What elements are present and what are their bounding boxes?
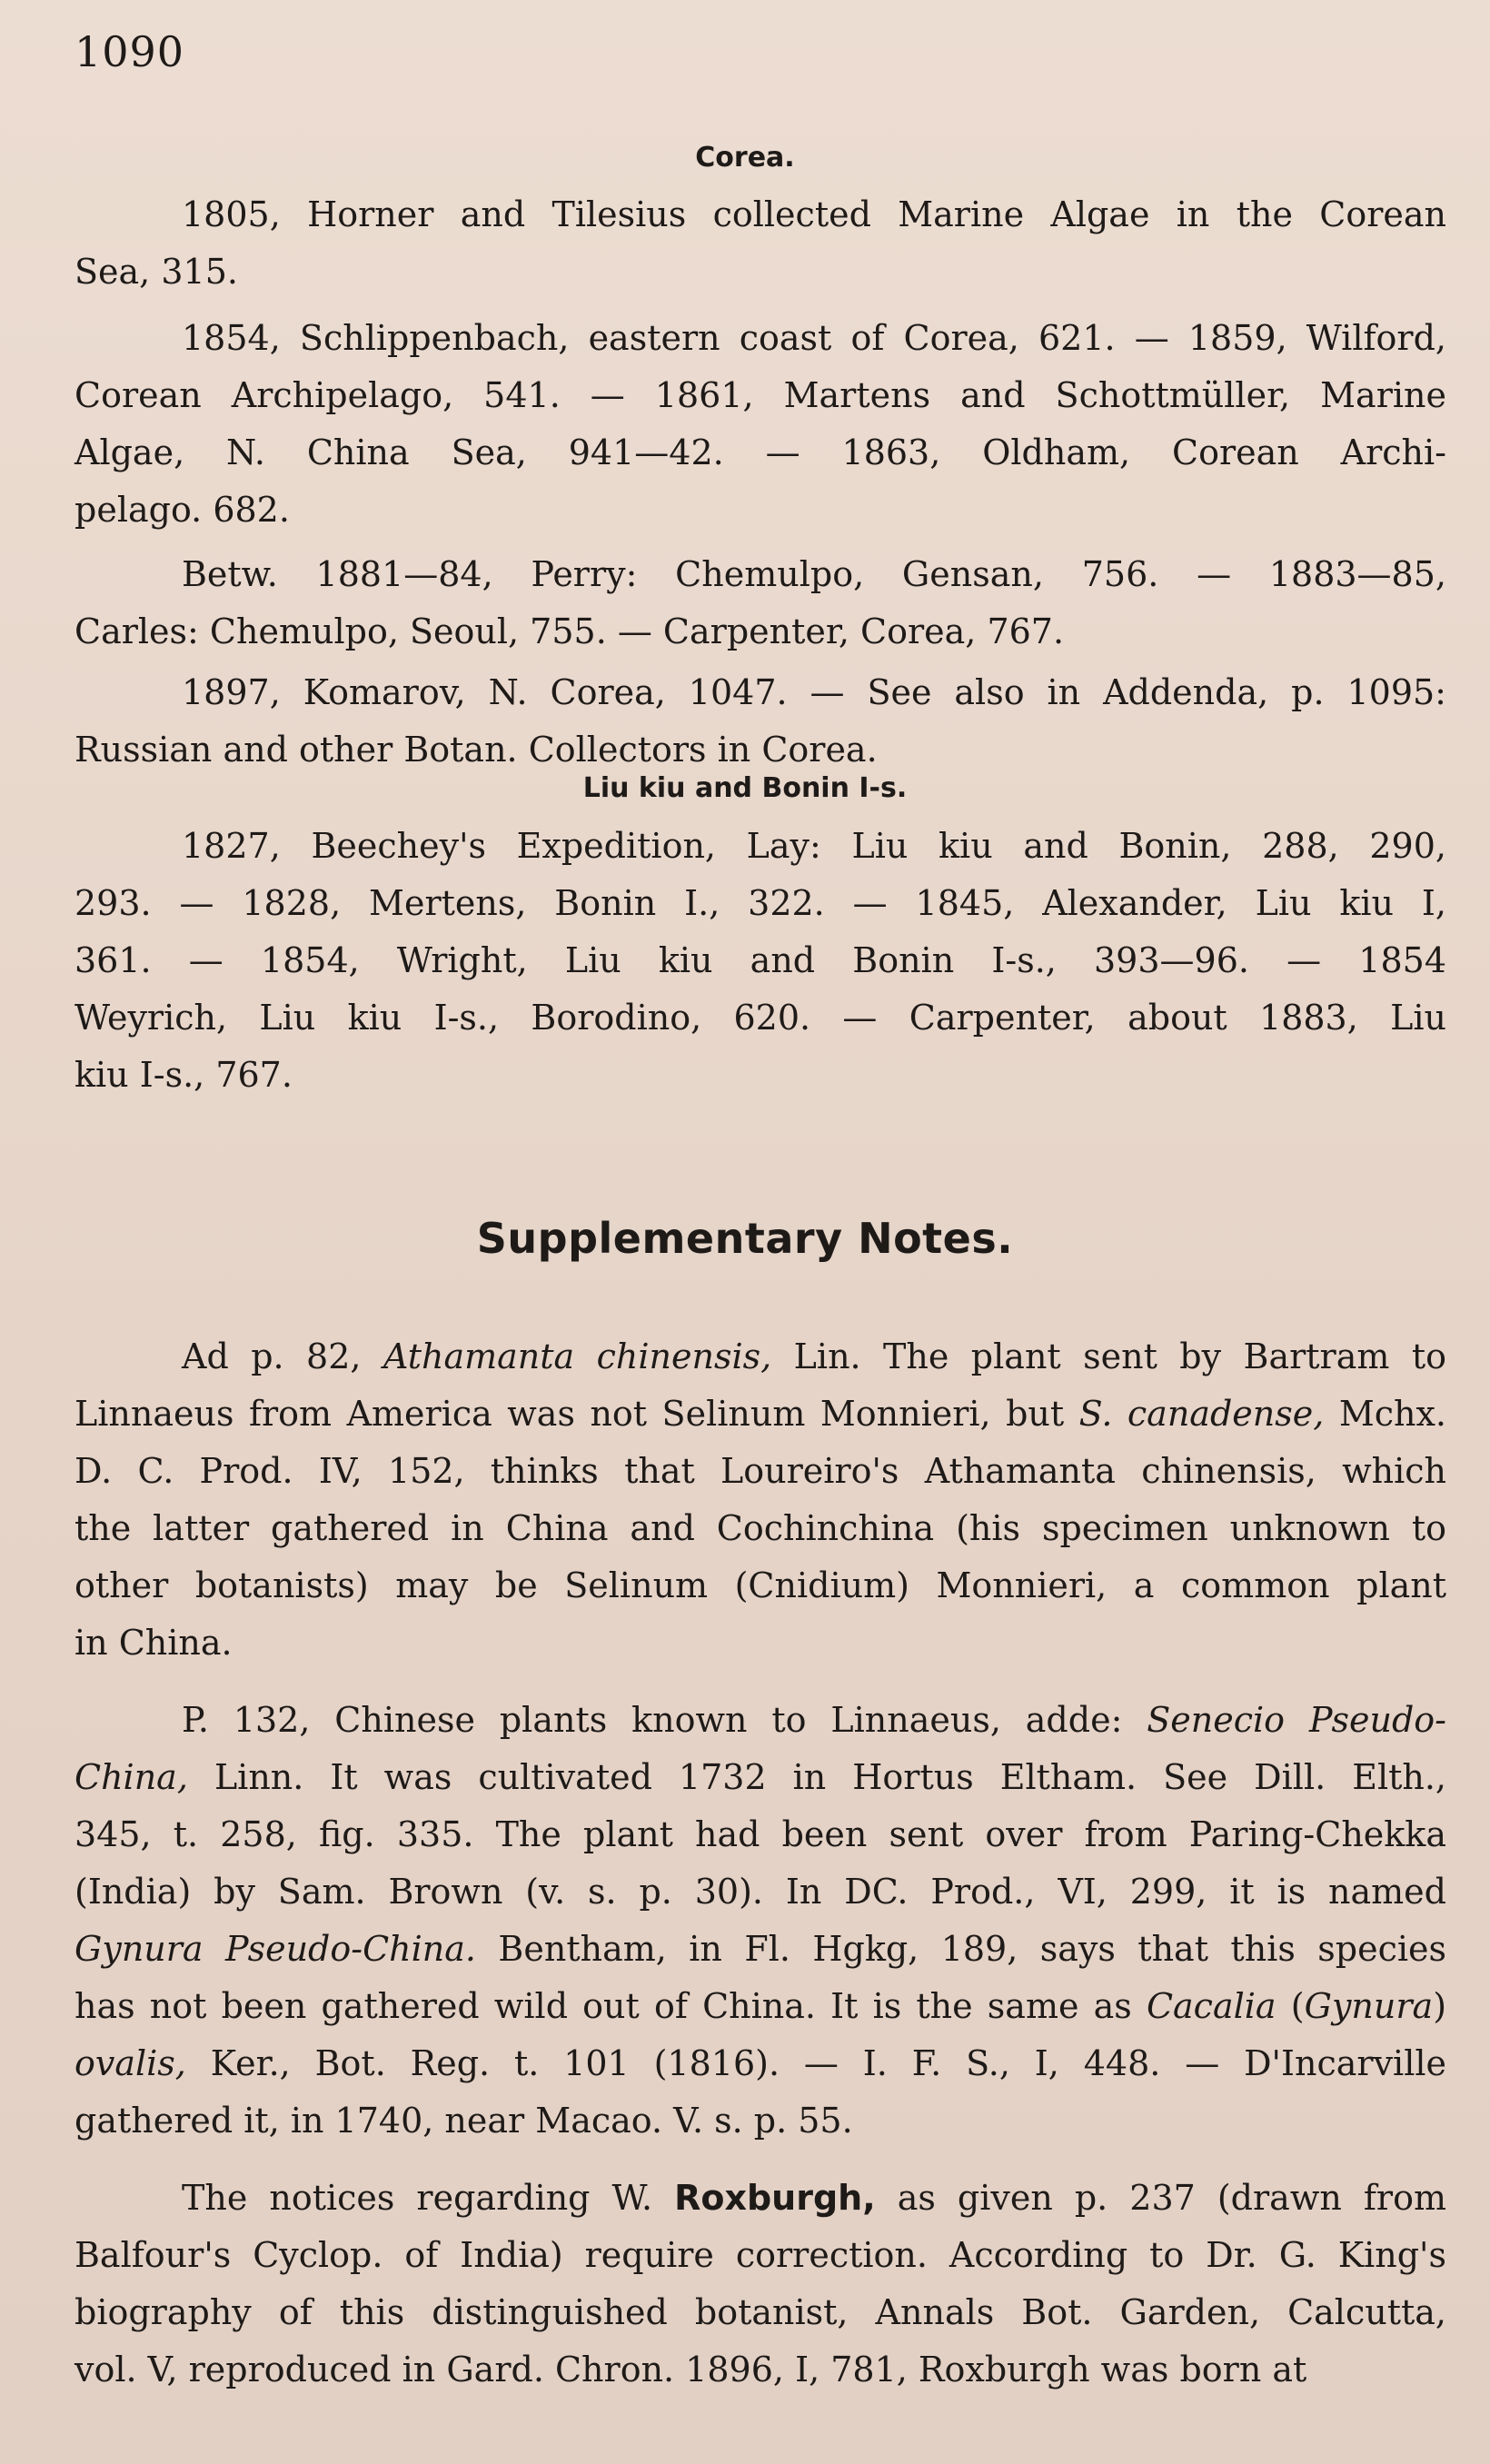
text-line: pelago. 682. (74, 490, 290, 530)
corea-paragraph-1 (74, 186, 1446, 301)
text-line: Sea, 315. (74, 252, 238, 292)
text-line: Algae, N. China Sea, 941—42. — 1863, Oldham, Corean Archi- (74, 432, 1446, 472)
text-line (74, 1863, 1446, 1921)
text-segment: Linnaeus from America was not Selinum Monnieri, but (74, 1394, 1079, 1434)
text-segment: Ad p. 82, (182, 1336, 383, 1376)
text-line (74, 2341, 1446, 2399)
text-segment: The notices regarding W. (182, 2178, 675, 2218)
text-line (74, 1386, 1446, 1443)
italic-text: China, (74, 1757, 188, 1797)
text-line (74, 1806, 1446, 1863)
text-line: kiu I-s., 767. (74, 1055, 293, 1095)
text-line (74, 1328, 1446, 1386)
text-segment: Bentham, in Fl. Hgkg, 189, says that this species (476, 1929, 1446, 1969)
bold-name: Roxburgh, (674, 2178, 876, 2218)
text-segment: Linn. It was cultivated 1732 in Hortus Eltham. See Dill. Elth., (187, 1757, 1446, 1797)
text-line: 1897, Komarov, N. Corea, 1047. — See also in Addenda, p. 1095: (182, 672, 1446, 712)
text-segment: Lin. The plant sent by Bartram to (771, 1336, 1447, 1376)
text-segment: ) (1433, 1986, 1447, 2026)
text-line: Weyrich, Liu kiu I-s., Borodino, 620. — Carpenter, about 1883, Liu (74, 998, 1446, 1038)
supplementary-para-3 (74, 2170, 1446, 2399)
page-number: 1090 (74, 27, 185, 76)
text-line: 1854, Schlippenbach, eastern coast of Corea, 621. — 1859, Wilford, (182, 318, 1446, 358)
text-line: Corean Archipelago, 541. — 1861, Martens and Schottmüller, Marine (74, 375, 1446, 415)
text-line (74, 1749, 1446, 1806)
text-line (74, 1921, 1446, 1978)
text-segment: vol. V, reproduced in Gard. Chron. 1896, I, 781, Roxburgh was born at (74, 2350, 1307, 2389)
text-line: 293. — 1828, Mertens, Bonin I., 322. — 1845, Alexander, Liu kiu I, (74, 883, 1446, 923)
text-segment: other botanists) may be Selinum (Cnidium) Monnieri, a common plant (74, 1565, 1446, 1605)
text-segment: P. 132, Chinese plants known to Linnaeus, adde: (182, 1700, 1147, 1740)
text-segment: has not been gathered wild out of China. It is the same as (74, 1986, 1147, 2026)
corea-paragraph-4 (74, 664, 1446, 779)
text-line (74, 2227, 1446, 2284)
text-segment: biography of this distinguished botanist, Annals Bot. Garden, Calcutta, (74, 2292, 1446, 2332)
text-segment: Ker., Bot. Reg. t. 101 (1816). — I. F. S., I, 448. — D'Incarville (185, 2043, 1446, 2083)
text-line (74, 2284, 1446, 2341)
text-segment: Mchx. (1324, 1394, 1446, 1434)
liu-kiu-text (74, 818, 1446, 1104)
supplementary-para-1 (74, 1328, 1446, 1672)
text-line: Betw. 1881—84, Perry: Chemulpo, Gensan, 756. — 1883—85, (182, 554, 1446, 594)
text-segment: as given p. 237 (drawn from (875, 2178, 1446, 2218)
section-heading-supplementary-notes: Supplementary Notes. (476, 1214, 1014, 1263)
italic-text: Senecio Pseudo- (1147, 1700, 1446, 1740)
text-line: 361. — 1854, Wright, Liu kiu and Bonin I-s., 393—96. — 1854 (74, 940, 1446, 980)
italic-text: Athamanta chinensis, (382, 1336, 772, 1376)
text-line (74, 2170, 1446, 2227)
italic-text: ovalis, (74, 2043, 186, 2083)
corea-paragraph-2 (74, 310, 1446, 539)
section-heading-corea: Corea. (695, 142, 795, 174)
text-segment: the latter gathered in China and Cochinchina (his specimen unknown to (74, 1508, 1446, 1548)
text-line (74, 1615, 1446, 1672)
text-segment: (India) by Sam. Brown (v. s. p. 30). In DC. Prod., VI, 299, it is named (74, 1872, 1446, 1912)
text-segment: Balfour's Cyclop. of India) require correction. According to Dr. G. King's (74, 2235, 1446, 2275)
italic-text: Gynura Pseudo-China. (74, 1929, 476, 1969)
text-line (74, 2035, 1446, 2092)
text-segment: gathered it, in 1740, near Macao. V. s. p. 55. (74, 2101, 853, 2141)
text-line: 1827, Beechey's Expedition, Lay: Liu kiu and Bonin, 288, 290, (182, 826, 1446, 866)
italic-text: S. canadense, (1078, 1394, 1325, 1434)
text-segment: ( (1276, 1986, 1305, 2026)
text-line (74, 1557, 1446, 1615)
text-line (74, 2092, 1446, 2150)
corea-text (74, 186, 1446, 779)
text-line: Carles: Chemulpo, Seoul, 755. — Carpenter, Corea, 767. (74, 611, 1065, 651)
section-heading-liu-kiu: Liu kiu and Bonin I-s. (582, 772, 908, 804)
text-line (74, 1692, 1446, 1749)
text-line (74, 1443, 1446, 1500)
text-line (74, 1978, 1446, 2035)
text-segment: 345, t. 258, fig. 335. The plant had been sent over from Paring-Chekka (74, 1814, 1446, 1854)
text-segment: in China. (74, 1623, 233, 1663)
text-line: 1805, Horner and Tilesius collected Marine Algae in the Corean (182, 194, 1446, 234)
supplementary-para-2 (74, 1692, 1446, 2150)
text-line: Russian and other Botan. Collectors in Corea. (74, 730, 878, 770)
italic-text: Gynura (1304, 1986, 1434, 2026)
italic-text: Cacalia (1146, 1986, 1276, 2026)
corea-paragraph-3 (74, 546, 1446, 661)
text-line (74, 1500, 1446, 1557)
text-segment: D. C. Prod. IV, 152, thinks that Loureiro's Athamanta chinensis, which (74, 1451, 1446, 1491)
